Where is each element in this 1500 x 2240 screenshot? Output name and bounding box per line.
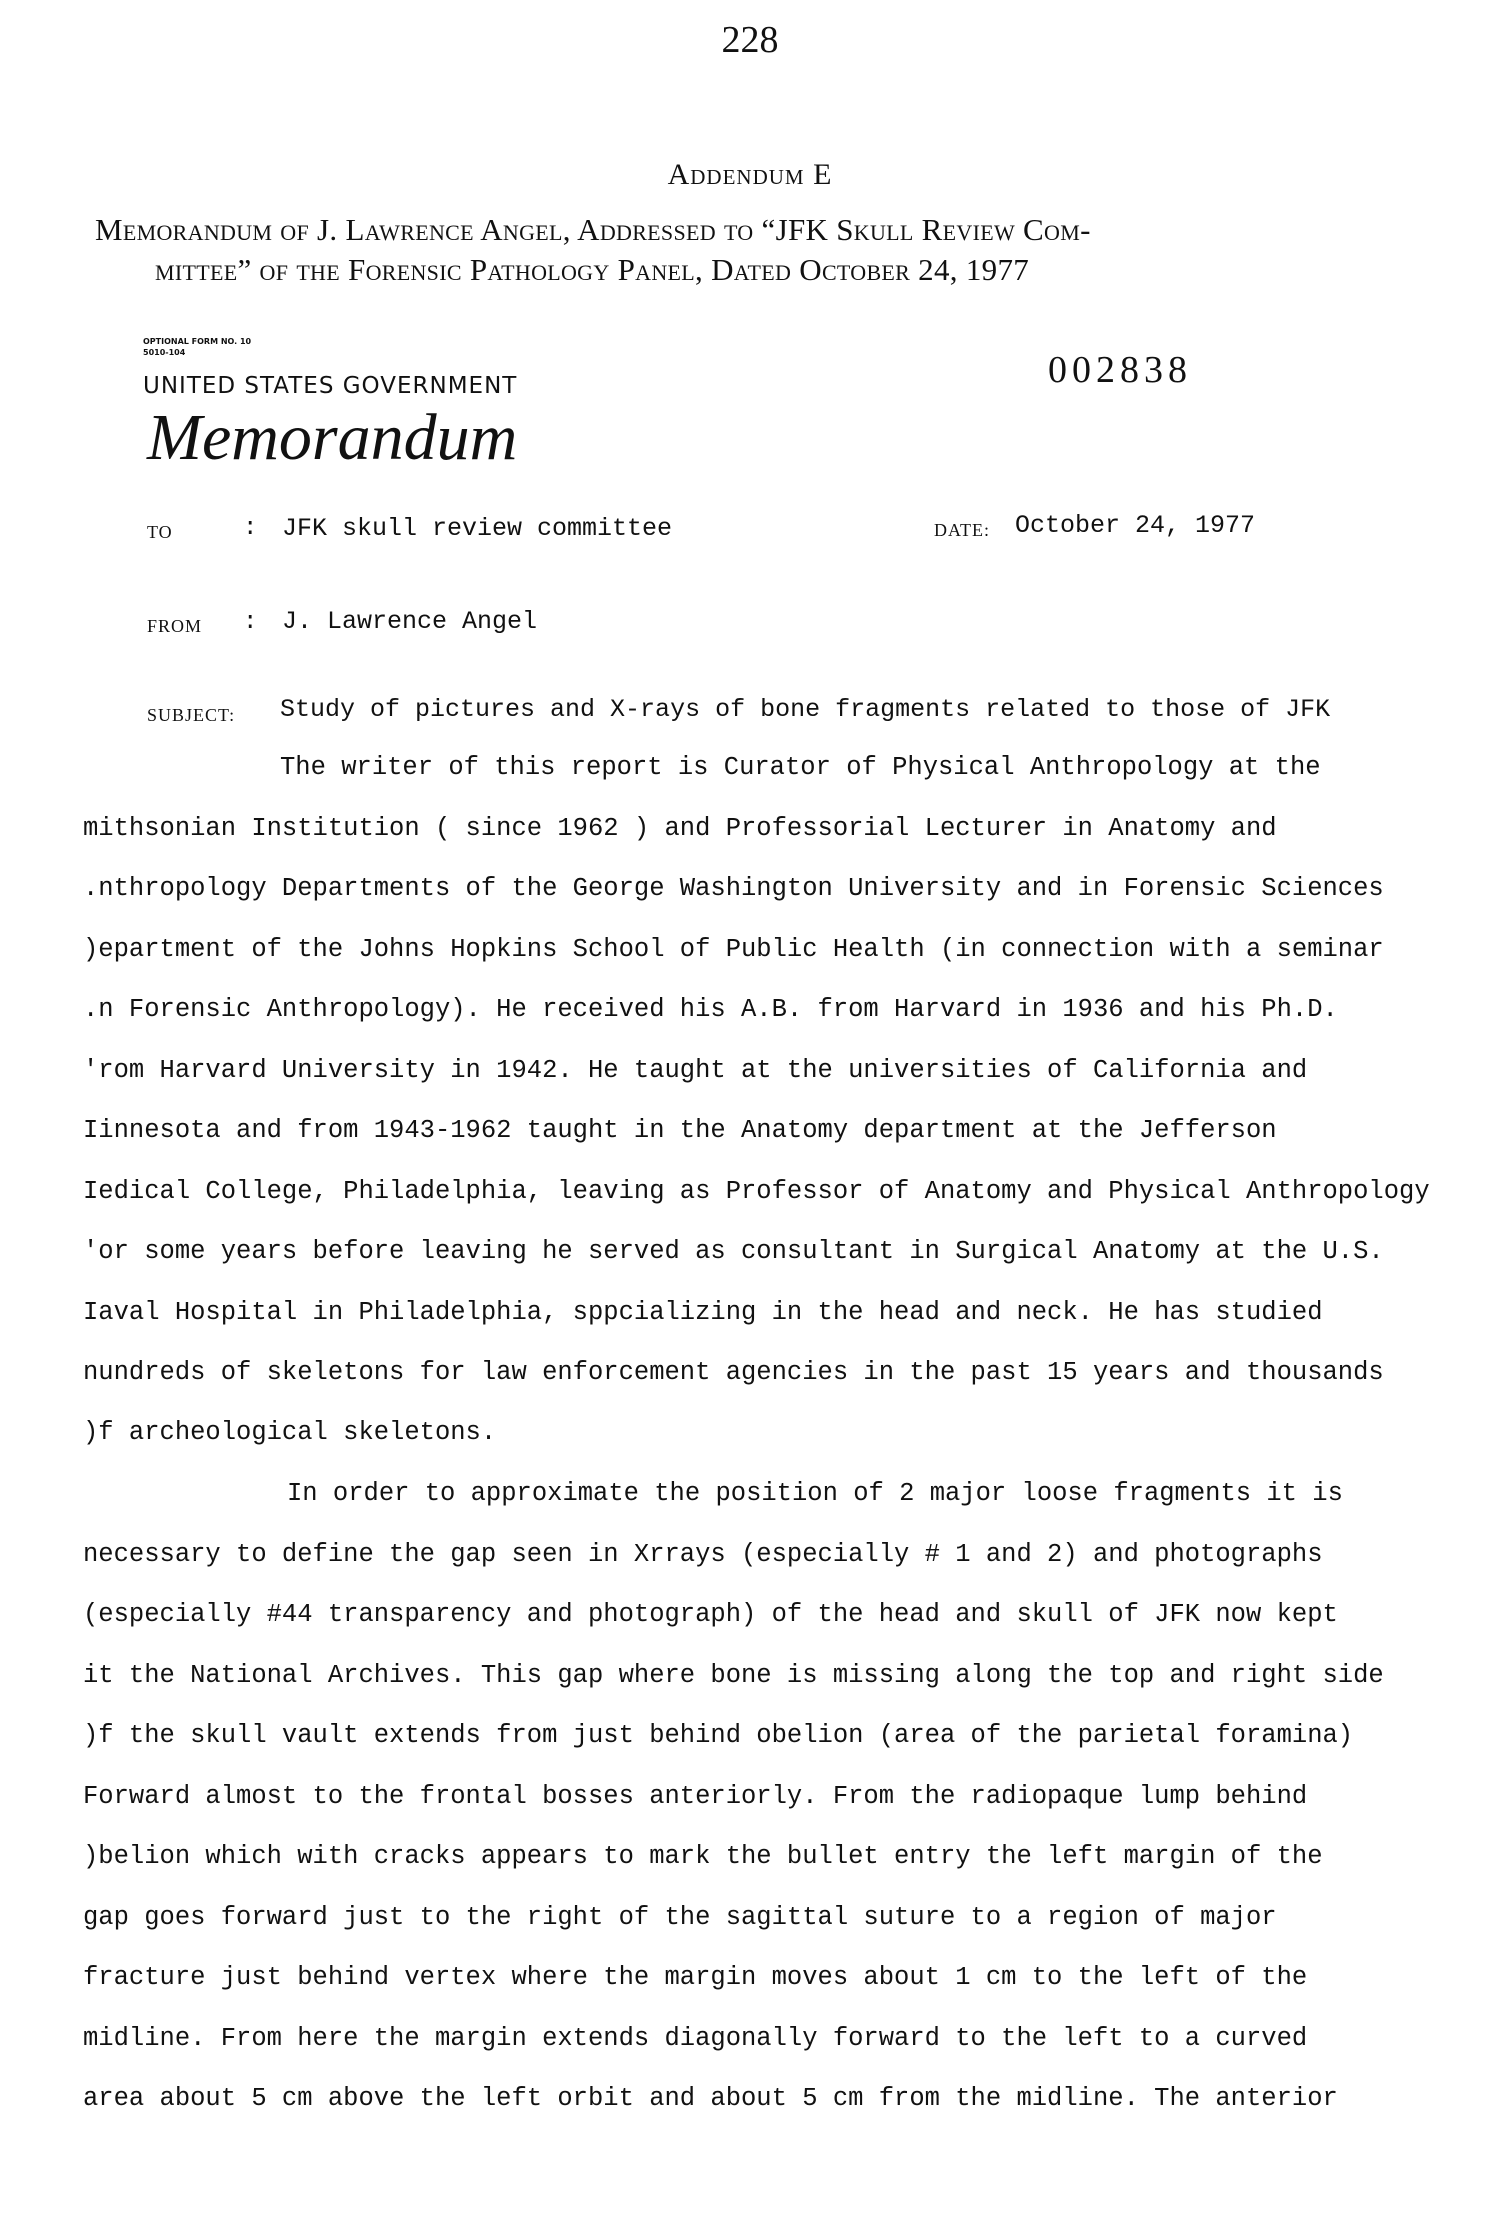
from-colon: : <box>243 609 258 636</box>
body-line: .n Forensic Anthropology). He received his A.B. from Harvard in 1936 and his Ph.D. <box>83 995 1338 1024</box>
body-line: Iedical College, Philadelphia, leaving as Professor of Anatomy and Physical Anthropology <box>83 1177 1430 1206</box>
body-line: Iaval Hospital in Philadelphia, sppcializing in the head and neck. He has studied <box>83 1298 1323 1327</box>
form-code: 5010-104 <box>143 348 186 357</box>
to-colon: : <box>243 515 258 542</box>
body-line: area about 5 cm above the left orbit and about 5 cm from the midline. The anterior <box>83 2084 1338 2113</box>
to-label: TO <box>147 522 173 542</box>
form-number: OPTIONAL FORM NO. 10 <box>143 337 252 346</box>
body-line: gap goes forward just to the right of the sagittal suture to a region of major <box>83 1903 1277 1932</box>
body-line: The writer of this report is Curator of Physical Anthropology at the <box>280 753 1321 782</box>
body-line: )f the skull vault extends from just behind obelion (area of the parietal foramina) <box>83 1721 1354 1750</box>
page-number: 228 <box>721 19 779 61</box>
title-line-2: mittee” of the Forensic Pathology Panel, Dated October 24, 1977 <box>155 252 1030 287</box>
body-line: nundreds of skeletons for law enforcement agencies in the past 15 years and thousands <box>83 1358 1384 1387</box>
subject-value: Study of pictures and X-rays of bone fragments related to those of JFK <box>280 695 1331 724</box>
date-value: October 24, 1977 <box>1015 511 1256 540</box>
government-label: UNITED STATES GOVERNMENT <box>143 373 518 399</box>
body-line: )belion which with cracks appears to mark the bullet entry the left margin of the <box>83 1842 1323 1871</box>
body-line: .nthropology Departments of the George Washington University and in Forensic Sciences <box>83 874 1384 903</box>
body-line: In order to approximate the position of 2 major loose fragments it is <box>287 1479 1343 1508</box>
body-line: it the National Archives. This gap where bone is missing along the top and right side <box>83 1661 1384 1690</box>
body-line: 'rom Harvard University in 1942. He taught at the universities of California and <box>83 1056 1308 1085</box>
body-line: )epartment of the Johns Hopkins School of Public Health (in connection with a seminar <box>83 935 1384 964</box>
document-number: 002838 <box>1048 349 1192 391</box>
from-label: FROM <box>147 616 203 636</box>
memo-title: Memorandum <box>147 401 518 474</box>
body-line: (especially #44 transparency and photograph) of the head and skull of JFK now kept <box>83 1600 1338 1629</box>
body-line: Iinnesota and from 1943-1962 taught in the Anatomy department at the Jefferson <box>83 1116 1277 1145</box>
body-line: 'or some years before leaving he served as consultant in Surgical Anatomy at the U.S. <box>83 1237 1384 1266</box>
body-line: Forward almost to the frontal bosses anteriorly. From the radiopaque lump behind <box>83 1782 1308 1811</box>
body-line: fracture just behind vertex where the margin moves about 1 cm to the left of the <box>83 1963 1308 1992</box>
from-value: J. Lawrence Angel <box>282 607 538 636</box>
body-line: mithsonian Institution ( since 1962 ) and Professorial Lecturer in Anatomy and <box>83 814 1277 843</box>
subject-label: SUBJECT: <box>147 705 236 725</box>
body-line: midline. From here the margin extends diagonally forward to the left to a curved <box>83 2024 1308 2053</box>
body-line: necessary to define the gap seen in Xrrays (especially # 1 and 2) and photographs <box>83 1540 1323 1569</box>
title-line-1: Memorandum of J. Lawrence Angel, Addressed to “JFK Skull Review Com- <box>95 212 1091 247</box>
date-label: DATE: <box>934 520 990 540</box>
to-value: JFK skull review committee <box>282 514 673 543</box>
body-line: )f archeological skeletons. <box>83 1418 497 1447</box>
addendum-heading: Addendum E <box>667 158 833 191</box>
optional-form-label <box>143 336 251 358</box>
